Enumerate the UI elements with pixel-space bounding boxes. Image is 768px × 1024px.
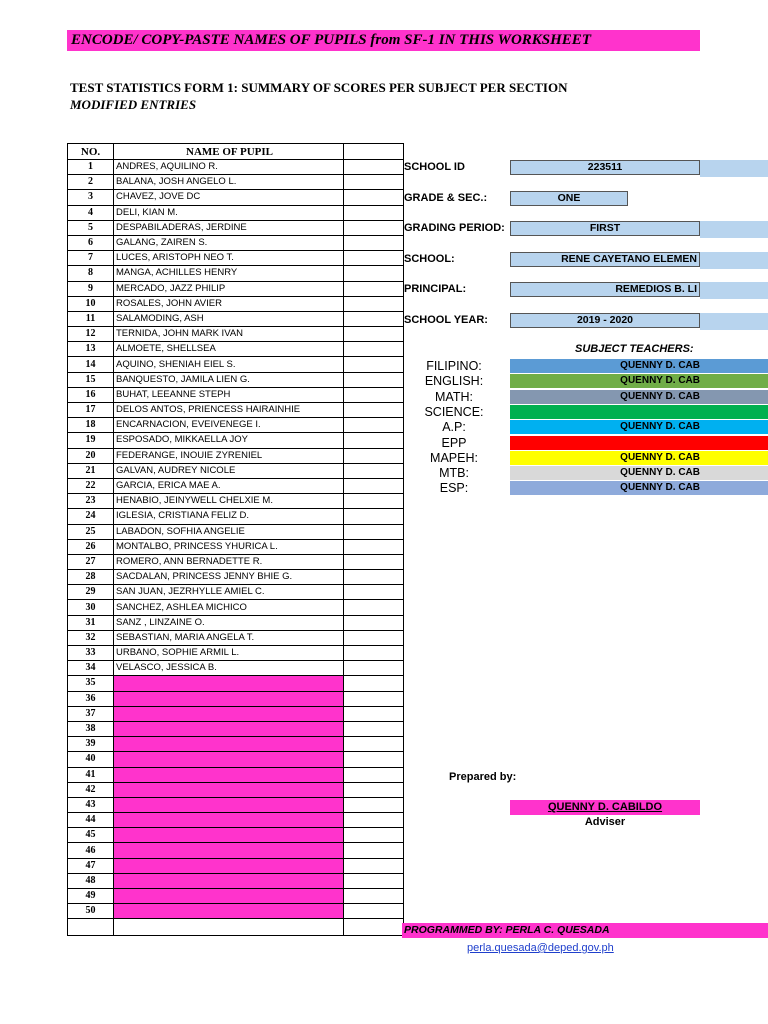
pupil-number: 20 (68, 448, 114, 463)
school-id-label: SCHOOL ID (404, 161, 465, 173)
pupil-number: 38 (68, 721, 114, 736)
extra-cell[interactable] (344, 737, 404, 752)
grading-period-field[interactable]: FIRST (510, 221, 700, 236)
subject-teacher-field[interactable] (510, 405, 768, 419)
email-link[interactable]: perla.quesada@deped.gov.ph (467, 942, 614, 954)
table-row (68, 281, 404, 296)
table-row (68, 858, 404, 873)
extra-cell[interactable] (344, 782, 404, 797)
table-row (68, 205, 404, 220)
extra-cell[interactable] (344, 889, 404, 904)
subject-teacher-field[interactable] (510, 451, 768, 465)
table-row (68, 448, 404, 463)
extra-cell[interactable] (344, 691, 404, 706)
subject-teacher-field[interactable] (510, 390, 768, 404)
subject-teacher-field[interactable] (510, 420, 768, 434)
table-row (68, 904, 404, 919)
extra-cell[interactable] (344, 904, 404, 919)
grading-period-label: GRADING PERIOD: (404, 222, 505, 234)
pupil-number: 21 (68, 463, 114, 478)
pupil-name-cell[interactable]: ROSALES, JOHN AVIER (114, 296, 344, 311)
pupil-number: 34 (68, 661, 114, 676)
pupil-name-cell[interactable]: DESPABILADERAS, JERDINE (114, 220, 344, 235)
pupil-number: 18 (68, 418, 114, 433)
table-row (68, 767, 404, 782)
pupil-name-cell[interactable] (114, 797, 344, 812)
table-row (68, 828, 404, 843)
table-row (68, 600, 404, 615)
pupil-name-cell[interactable]: SANZ , LINZAINE O. (114, 615, 344, 630)
extra-cell[interactable] (344, 403, 404, 418)
subject-label: A.P: (442, 420, 466, 435)
principal-label: PRINCIPAL: (404, 283, 467, 295)
worksheet-banner: ENCODE/ COPY-PASTE NAMES OF PUPILS from SF-1 IN THIS WORKSHEET (67, 30, 700, 51)
pupil-number: 6 (68, 235, 114, 250)
school-id-field[interactable]: 223511 (510, 160, 700, 175)
table-row (68, 494, 404, 509)
pupil-name-cell[interactable]: SACDALAN, PRINCESS JENNY BHIE G. (114, 570, 344, 585)
pupil-number: 13 (68, 342, 114, 357)
pupil-number: 24 (68, 509, 114, 524)
pupil-number: 47 (68, 858, 114, 873)
pupil-number: 3 (68, 190, 114, 205)
table-row (68, 661, 404, 676)
extra-cell[interactable] (344, 539, 404, 554)
header-extra (344, 144, 404, 160)
subject-label: MTB: (439, 466, 469, 481)
pupil-name-cell[interactable]: IGLESIA, CRISTIANA FELIZ D. (114, 509, 344, 524)
pupil-name-cell[interactable]: LUCES, ARISTOPH NEO T. (114, 251, 344, 266)
table-row (68, 357, 404, 372)
table-row (68, 691, 404, 706)
subject-teacher-name: QUENNY D. CAB (620, 467, 700, 479)
pupil-name-cell[interactable]: BUHAT, LEEANNE STEPH (114, 387, 344, 402)
pupil-number: 35 (68, 676, 114, 691)
table-row (68, 706, 404, 721)
extra-cell[interactable] (344, 190, 404, 205)
extra-cell[interactable] (344, 235, 404, 250)
pupil-name-cell[interactable] (114, 843, 344, 858)
pupil-name-cell[interactable]: ANDRES, AQUILINO R. (114, 160, 344, 175)
extra-cell[interactable] (344, 205, 404, 220)
pupil-number: 16 (68, 387, 114, 402)
extra-cell[interactable] (344, 494, 404, 509)
pupil-name-cell[interactable]: ALMOETE, SHELLSEA (114, 342, 344, 357)
pupil-name-cell[interactable]: AQUINO, SHENIAH EIEL S. (114, 357, 344, 372)
extra-cell[interactable] (344, 873, 404, 888)
extra-cell[interactable] (344, 767, 404, 782)
pupil-number: 15 (68, 372, 114, 387)
extra-cell[interactable] (344, 357, 404, 372)
pupil-name-cell[interactable]: MERCADO, JAZZ PHILIP (114, 281, 344, 296)
extra-cell[interactable] (344, 433, 404, 448)
principal-field[interactable]: REMEDIOS B. LI (510, 282, 700, 297)
pupil-number: 29 (68, 585, 114, 600)
pupil-number: 10 (68, 296, 114, 311)
pupil-name-cell[interactable]: VELASCO, JESSICA B. (114, 661, 344, 676)
table-row (68, 782, 404, 797)
pupil-name-cell[interactable] (114, 676, 344, 691)
pupil-name-cell[interactable]: DELOS ANTOS, PRIENCESS HAIRAINHIE (114, 403, 344, 418)
pupil-number: 43 (68, 797, 114, 812)
pupil-name-cell[interactable] (114, 767, 344, 782)
pupil-number: 5 (68, 220, 114, 235)
table-row (68, 327, 404, 342)
pupil-name-cell[interactable]: SANCHEZ, ASHLEA MICHICO (114, 600, 344, 615)
pupil-name-cell[interactable] (114, 873, 344, 888)
pupil-name-cell[interactable]: MONTALBO, PRINCESS YHURICA L. (114, 539, 344, 554)
extra-cell[interactable] (344, 220, 404, 235)
pupil-number: 41 (68, 767, 114, 782)
extra-cell[interactable] (344, 372, 404, 387)
pupil-number: 23 (68, 494, 114, 509)
table-row (68, 311, 404, 326)
extra-cell[interactable] (344, 585, 404, 600)
extra-cell[interactable] (344, 646, 404, 661)
pupil-number: 42 (68, 782, 114, 797)
table-row (68, 752, 404, 767)
extra-cell[interactable] (344, 160, 404, 175)
extra-cell[interactable] (344, 296, 404, 311)
pupil-name-cell[interactable]: BALANA, JOSH ANGELO L. (114, 175, 344, 190)
pupil-number: 33 (68, 646, 114, 661)
extra-cell[interactable] (344, 281, 404, 296)
table-row (68, 342, 404, 357)
extra-cell[interactable] (344, 509, 404, 524)
table-row (68, 478, 404, 493)
extra-cell[interactable] (344, 478, 404, 493)
subject-teacher-name: QUENNY D. CAB (620, 390, 700, 402)
grade-label: GRADE & SEC.: (404, 192, 488, 204)
table-row (68, 418, 404, 433)
table-row (68, 813, 404, 828)
extra-cell[interactable] (344, 463, 404, 478)
school-field[interactable]: RENE CAYETANO ELEMEN (510, 252, 700, 267)
subject-label: MAPEH: (430, 450, 478, 465)
adviser-title: Adviser (584, 816, 626, 828)
extra-cell[interactable] (344, 311, 404, 326)
pupil-number: 12 (68, 327, 114, 342)
pupil-name-cell[interactable]: SAN JUAN, JEZRHYLLE AMIEL C. (114, 585, 344, 600)
table-row (68, 873, 404, 888)
extra-cell[interactable] (344, 251, 404, 266)
extra-cell[interactable] (344, 858, 404, 873)
pupil-table (67, 143, 404, 936)
subject-teachers-heading: SUBJECT TEACHERS: (575, 343, 694, 355)
subject-label: MATH: (435, 389, 473, 404)
subject-label: EPP (441, 435, 467, 450)
pupil-name-cell[interactable]: BANQUESTO, JAMILA LIEN G. (114, 372, 344, 387)
pupil-name-cell[interactable]: SALAMODING, ASH (114, 311, 344, 326)
pupil-number: 19 (68, 433, 114, 448)
pupil-number: 9 (68, 281, 114, 296)
pupil-name-cell[interactable]: FEDERANGE, INOUIE ZYRENIEL (114, 448, 344, 463)
table-row (68, 296, 404, 311)
prepared-by-label: Prepared by: (449, 771, 517, 783)
school-id-cover (700, 160, 768, 177)
pupil-name-cell[interactable] (114, 752, 344, 767)
extra-cell[interactable] (344, 554, 404, 569)
pupil-name-cell[interactable] (114, 721, 344, 736)
programmed-by-banner: PROGRAMMED BY: PERLA C. QUESADA (402, 923, 768, 938)
subject-teacher-name: QUENNY D. CAB (620, 421, 700, 433)
pupil-name-cell[interactable]: ROMERO, ANN BERNADETTE R. (114, 554, 344, 569)
pupil-number: 11 (68, 311, 114, 326)
pupil-name-cell[interactable]: GALVAN, AUDREY NICOLE (114, 463, 344, 478)
header-no: NO. (68, 144, 114, 160)
extra-cell[interactable] (344, 327, 404, 342)
pupil-number: 50 (68, 904, 114, 919)
pupil-number: 7 (68, 251, 114, 266)
pupil-name-cell[interactable]: ENCARNACION, EVEIVENEGE I. (114, 418, 344, 433)
table-row (68, 509, 404, 524)
pupil-name-cell[interactable]: GARCIA, ERICA MAE A. (114, 478, 344, 493)
pupil-number: 31 (68, 615, 114, 630)
table-row (68, 570, 404, 585)
extra-cell[interactable] (344, 387, 404, 402)
pupil-name-cell[interactable]: LABADON, SOFHIA ANGELIE (114, 524, 344, 539)
table-row (68, 524, 404, 539)
subject-label: SCIENCE: (424, 404, 484, 419)
pupil-name-cell[interactable]: SEBASTIAN, MARIA ANGELA T. (114, 630, 344, 645)
pupil-name-cell[interactable] (114, 737, 344, 752)
extra-cell[interactable] (344, 843, 404, 858)
subject-label: FILIPINO: (426, 359, 482, 373)
pupil-name-cell[interactable]: GALANG, ZAIREN S. (114, 235, 344, 250)
extra-cell[interactable] (344, 266, 404, 281)
extra-cell[interactable] (344, 615, 404, 630)
table-row (68, 433, 404, 448)
pupil-number: 44 (68, 813, 114, 828)
extra-cell[interactable] (344, 448, 404, 463)
table-row (68, 235, 404, 250)
pupil-number: 1 (68, 160, 114, 175)
blank-cell[interactable] (68, 919, 114, 936)
pupil-number: 8 (68, 266, 114, 281)
grading-period-cover (700, 221, 768, 238)
subject-teacher-field[interactable] (510, 466, 768, 480)
table-row (68, 797, 404, 812)
subject-teacher-field[interactable] (510, 374, 768, 388)
subject-teacher-field[interactable] (510, 436, 768, 450)
table-row (68, 539, 404, 554)
extra-cell[interactable] (344, 600, 404, 615)
extra-cell[interactable] (344, 721, 404, 736)
pupil-number: 36 (68, 691, 114, 706)
table-row (68, 403, 404, 418)
form-title: TEST STATISTICS FORM 1: SUMMARY OF SCORES PER SUBJECT PER SECTION (70, 80, 568, 95)
pupil-number: 25 (68, 524, 114, 539)
pupil-name-cell[interactable]: CHAVEZ, JOVE DC (114, 190, 344, 205)
extra-cell[interactable] (344, 175, 404, 190)
pupil-name-cell[interactable]: DELI, KIAN M. (114, 205, 344, 220)
table-row-blank (68, 919, 404, 936)
table-row (68, 266, 404, 281)
table-row (68, 843, 404, 858)
table-row (68, 554, 404, 569)
pupil-name-cell[interactable] (114, 858, 344, 873)
extra-cell[interactable] (344, 828, 404, 843)
pupil-name-cell[interactable] (114, 889, 344, 904)
blank-cell[interactable] (344, 919, 404, 936)
table-row (68, 190, 404, 205)
table-row (68, 220, 404, 235)
pupil-name-cell[interactable]: MANGA, ACHILLES HENRY (114, 266, 344, 281)
pupil-number: 46 (68, 843, 114, 858)
subject-label: ENGLISH: (424, 374, 484, 389)
pupil-name-cell[interactable]: URBANO, SOPHIE ARMIL L. (114, 646, 344, 661)
extra-cell[interactable] (344, 797, 404, 812)
table-row (68, 175, 404, 190)
pupil-number: 30 (68, 600, 114, 615)
table-row (68, 463, 404, 478)
grade-field[interactable]: ONE (510, 191, 628, 206)
extra-cell[interactable] (344, 524, 404, 539)
pupil-number: 14 (68, 357, 114, 372)
header-name: NAME OF PUPIL (114, 144, 344, 160)
school-label: SCHOOL: (404, 253, 455, 265)
school-year-label: SCHOOL YEAR: (404, 314, 488, 326)
pupil-name-cell[interactable] (114, 904, 344, 919)
pupil-number: 28 (68, 570, 114, 585)
subject-teacher-name: QUENNY D. CAB (620, 375, 700, 387)
table-header-row (68, 144, 404, 160)
pupil-name-cell[interactable]: TERNIDA, JOHN MARK IVAN (114, 327, 344, 342)
pupil-number: 48 (68, 873, 114, 888)
table-row (68, 372, 404, 387)
pupil-name-cell[interactable]: HENABIO, JEINYWELL CHELXIE M. (114, 494, 344, 509)
adviser-name[interactable]: QUENNY D. CABILDO (510, 800, 700, 815)
table-row (68, 251, 404, 266)
pupil-name-cell[interactable] (114, 813, 344, 828)
pupil-name-cell[interactable] (114, 828, 344, 843)
subject-teacher-name: QUENNY D. CAB (620, 360, 700, 371)
subject-teacher-name: QUENNY D. CAB (620, 451, 700, 463)
pupil-name-cell[interactable] (114, 706, 344, 721)
table-row (68, 737, 404, 752)
extra-cell[interactable] (344, 813, 404, 828)
pupil-number: 37 (68, 706, 114, 721)
pupil-number: 49 (68, 889, 114, 904)
extra-cell[interactable] (344, 342, 404, 357)
school-year-cover (700, 313, 768, 330)
pupil-number: 27 (68, 554, 114, 569)
pupil-number: 4 (68, 205, 114, 220)
subject-teacher-field[interactable] (510, 481, 768, 495)
pupil-number: 40 (68, 752, 114, 767)
extra-cell[interactable] (344, 661, 404, 676)
extra-cell[interactable] (344, 676, 404, 691)
blank-cell[interactable] (114, 919, 344, 936)
extra-cell[interactable] (344, 570, 404, 585)
table-row (68, 585, 404, 600)
pupil-number: 26 (68, 539, 114, 554)
extra-cell[interactable] (344, 630, 404, 645)
pupil-number: 22 (68, 478, 114, 493)
table-row (68, 615, 404, 630)
pupil-name-cell[interactable] (114, 691, 344, 706)
extra-cell[interactable] (344, 752, 404, 767)
subject-label: ESP: (439, 481, 469, 496)
principal-cover (700, 282, 768, 299)
subject-teacher-field[interactable] (510, 359, 768, 373)
form-subtitle: MODIFIED ENTRIES (70, 97, 197, 112)
table-row (68, 630, 404, 645)
pupil-number: 2 (68, 175, 114, 190)
pupil-number: 45 (68, 828, 114, 843)
table-row (68, 889, 404, 904)
table-row (68, 721, 404, 736)
table-row (68, 646, 404, 661)
table-row (68, 160, 404, 175)
table-row (68, 387, 404, 402)
pupil-name-cell[interactable] (114, 782, 344, 797)
subject-teacher-name: QUENNY D. CAB (620, 482, 700, 494)
school-year-field[interactable]: 2019 - 2020 (510, 313, 700, 328)
school-cover (700, 252, 768, 269)
extra-cell[interactable] (344, 418, 404, 433)
extra-cell[interactable] (344, 706, 404, 721)
pupil-number: 39 (68, 737, 114, 752)
pupil-number: 32 (68, 630, 114, 645)
pupil-number: 17 (68, 403, 114, 418)
pupil-name-cell[interactable]: ESPOSADO, MIKKAELLA JOY (114, 433, 344, 448)
table-row (68, 676, 404, 691)
